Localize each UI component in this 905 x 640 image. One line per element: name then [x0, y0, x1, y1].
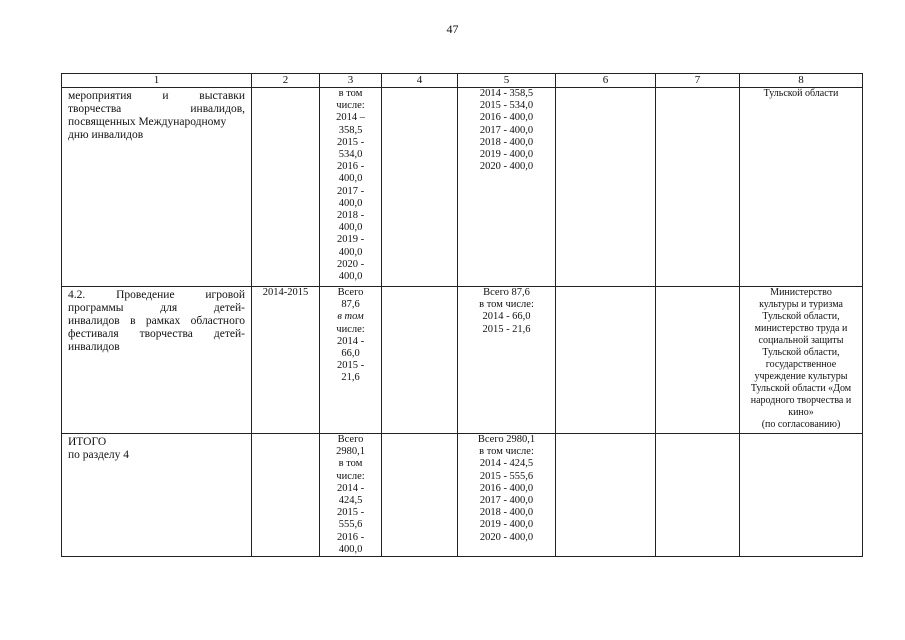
column-header-4: 4: [382, 74, 458, 88]
funding-line: в том: [338, 458, 363, 470]
cell-funding: [458, 88, 556, 287]
funding-line: 2018 -: [336, 210, 365, 222]
cell-col7: [656, 88, 740, 287]
funding-line: 2020 - 400,0: [479, 531, 534, 543]
funding-line: числе:: [336, 100, 365, 112]
funding-line: 2016 -: [336, 531, 365, 543]
cell-description: [62, 287, 252, 434]
responsible-line: кино»: [788, 407, 814, 418]
description-line: мероприятия и выставки: [68, 90, 245, 102]
funding-line: 2016 -: [336, 161, 365, 173]
funding-line: 400,0: [338, 246, 363, 258]
table-body: [62, 74, 863, 557]
table-row: [62, 88, 863, 287]
column-header-3: 3: [320, 74, 382, 88]
funding-line: 2016 - 400,0: [479, 112, 534, 124]
funding-line: 2014 - 66,0: [482, 311, 531, 323]
column-header-7: 7: [656, 74, 740, 88]
responsible-line: министерство труда и: [754, 323, 848, 334]
funding-line: 2020 - 400,0: [479, 161, 534, 173]
column-header-5: 5: [458, 74, 556, 88]
funding-line: 2018 - 400,0: [479, 136, 534, 148]
column-header-6: 6: [556, 74, 656, 88]
description-line: ИТОГО: [68, 436, 107, 448]
funding-line: в том: [338, 88, 363, 99]
funding-line: 2014 - 358,5: [479, 88, 534, 99]
table-row: [62, 434, 863, 557]
description-line: инвалидов: [68, 341, 120, 353]
funding-line: Всего 2980,1: [477, 434, 536, 445]
cell-period: 2014-2015: [252, 287, 320, 434]
funding-line: 424,5: [338, 495, 363, 507]
description-line: фестиваля творчества детей-: [68, 328, 245, 340]
funding-line: 358,5: [338, 124, 363, 136]
funding-line: в том числе:: [479, 446, 534, 458]
funding-line: в том: [337, 311, 364, 323]
responsible-line: народного творчества и: [750, 395, 852, 406]
responsible-line: Тульской области,: [762, 347, 840, 358]
funding-line: числе:: [336, 323, 365, 335]
funding-line: 2017 -: [336, 185, 365, 197]
funding-line: 2014 - 424,5: [479, 458, 534, 470]
funding-line: 2014 –: [336, 112, 365, 124]
responsible-line: культуры и туризма: [759, 299, 843, 310]
funding-line: 21,6: [341, 372, 360, 384]
funding-line: 2020 -: [336, 258, 365, 270]
table-row: [62, 287, 863, 434]
page-number: 47: [446, 22, 459, 36]
responsible-line: социальной защиты: [758, 335, 844, 346]
cell-col6: [556, 434, 656, 557]
funding-line: 2015 -: [336, 136, 365, 148]
program-table: [61, 73, 863, 557]
funding-line: 2015 - 21,6: [482, 323, 531, 335]
funding-line: 2015 - 555,6: [479, 470, 534, 482]
cell-period: [252, 434, 320, 557]
funding-line: 2016 - 400,0: [479, 482, 534, 494]
cell-funding-narrow: [320, 434, 382, 557]
cell-funding-narrow: [320, 287, 382, 434]
description-line: посвященных Международному: [68, 116, 227, 128]
funding-line: 400,0: [338, 543, 363, 555]
funding-line: 2014 -: [336, 335, 365, 347]
description-line: программы для детей-: [68, 302, 245, 314]
cell-funding: [458, 287, 556, 434]
responsible-line: Министерство: [770, 287, 832, 298]
cell-period: [252, 88, 320, 287]
funding-line: 400,0: [338, 271, 363, 283]
cell-description: [62, 88, 252, 287]
description-line: дню инвалидов: [68, 129, 144, 141]
funding-line: 400,0: [338, 173, 363, 185]
cell-funding-narrow: [320, 88, 382, 287]
cell-funding: [458, 434, 556, 557]
funding-line: Всего: [337, 287, 364, 298]
funding-line: 2017 - 400,0: [479, 495, 534, 507]
funding-line: 2018 - 400,0: [479, 507, 534, 519]
funding-line: 2014 -: [336, 482, 365, 494]
cell-col4: [382, 434, 458, 557]
responsible-line: (по согласованию): [761, 419, 841, 430]
funding-line: 534,0: [338, 149, 363, 161]
funding-line: 66,0: [341, 348, 360, 360]
funding-line: 2019 -: [336, 234, 365, 246]
description-line: инвалидов в рамках областного: [68, 315, 245, 327]
cell-description: [62, 434, 252, 557]
funding-line: 2015 - 534,0: [479, 100, 534, 112]
cell-responsible: [740, 88, 863, 287]
cell-col6: [556, 287, 656, 434]
funding-line: 2019 - 400,0: [479, 519, 534, 531]
cell-responsible: [740, 287, 863, 434]
responsible-line: Тульской области,: [762, 311, 840, 322]
column-header-2: 2: [252, 74, 320, 88]
cell-col6: [556, 88, 656, 287]
cell-col7: [656, 434, 740, 557]
funding-line: 2017 - 400,0: [479, 124, 534, 136]
responsible-line: Тульской области: [763, 88, 839, 99]
funding-line: числе:: [336, 470, 365, 482]
funding-line: 87,6: [341, 299, 360, 311]
cell-responsible: [740, 434, 863, 557]
description-line: 4.2. Проведение игровой: [68, 289, 245, 301]
cell-col7: [656, 287, 740, 434]
funding-line: 2980,1: [336, 446, 365, 458]
responsible-line: государственное: [765, 359, 837, 370]
header-row: [62, 74, 863, 88]
funding-line: 400,0: [338, 197, 363, 209]
funding-line: 2015 -: [336, 360, 365, 372]
funding-line: в том числе:: [479, 299, 534, 311]
funding-line: 2015 -: [336, 507, 365, 519]
funding-line: Всего 87,6: [483, 287, 530, 298]
column-header-8: 8: [740, 74, 863, 88]
responsible-line: Тульской области «Дом: [750, 383, 852, 394]
funding-line: Всего: [337, 434, 364, 445]
column-header-1: 1: [62, 74, 252, 88]
responsible-line: учреждение культуры: [754, 371, 848, 382]
cell-col4: [382, 88, 458, 287]
description-line: творчества инвалидов,: [68, 103, 245, 115]
cell-col4: [382, 287, 458, 434]
description-line: по разделу 4: [68, 449, 130, 461]
funding-line: 2019 - 400,0: [479, 149, 534, 161]
funding-line: 555,6: [338, 519, 363, 531]
funding-line: 400,0: [338, 222, 363, 234]
